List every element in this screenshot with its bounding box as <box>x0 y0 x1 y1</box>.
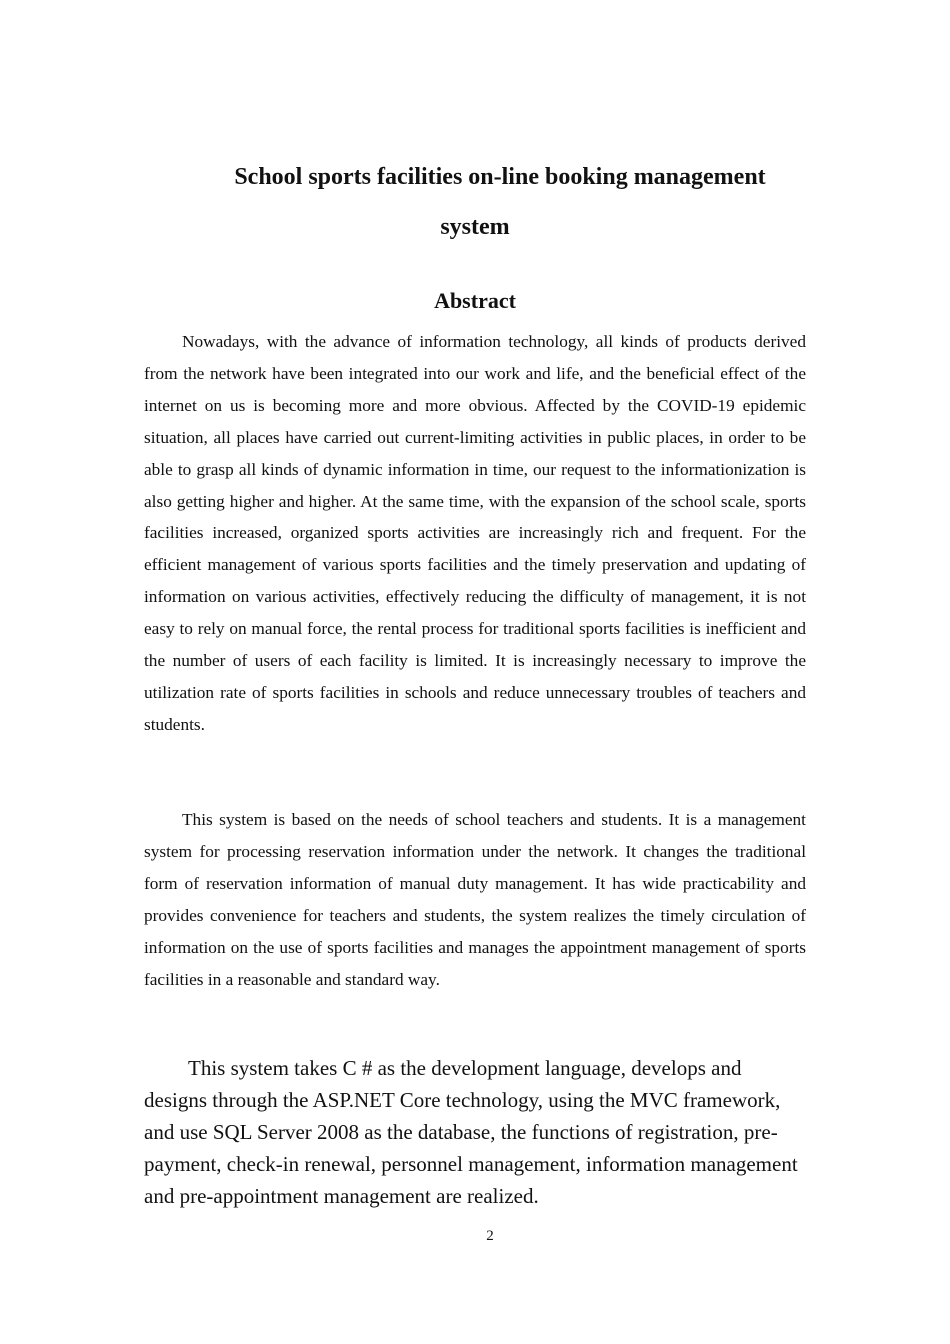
abstract-paragraph-1: Nowadays, with the advance of information technology, all kinds of products derived from the network have been integrated into our work and life, and the beneficial effect of the internet on us is becoming more and more obvious. Affected by the COVID-19 epidemic situation, all places have carried out current-limiting activities in public places, in order to be able to grasp all kinds of dynamic information in time, our request to the informationization is also getting higher and higher. At the same time, with the expansion of the school scale, sports facilities increased, organized sports activities are increasingly rich and frequent. For the efficient management of various sports facilities and the timely preservation and updating of information on various activities, effectively reducing the difficulty of management, it is not easy to rely on manual force, the rental process for traditional sports facilities is inefficient and the number of users of each facility is limited. It is increasingly necessary to improve the utilization rate of sports facilities in schools and reduce unnecessary troubles of teachers and students. <box>144 332 806 734</box>
page-number: 2 <box>486 1228 494 1244</box>
abstract-heading: Abstract <box>434 288 516 313</box>
abstract-paragraph-2: This system is based on the needs of school teachers and students. It is a management system for processing reservation information under the network. It changes the traditional form of reservation information of manual duty management. It has wide practicability and provides convenience for teachers and students, the system realizes the timely circulation of information on the use of sports facilities and manages the appointment management of sports facilities in a reasonable and standard way. <box>144 810 806 989</box>
document-title-line-2: system <box>440 214 510 240</box>
abstract-paragraph-3: This system takes C # as the development language, develops and designs through the ASP.NET Core technology, using the MVC framework, and use SQL Server 2008 as the database, the functions of registration, pre-payment, check-in renewal, personnel management, information management and pre-appointment management are realized. <box>144 1056 798 1208</box>
document-title-line-1: School sports facilities on-line booking management <box>234 164 766 190</box>
